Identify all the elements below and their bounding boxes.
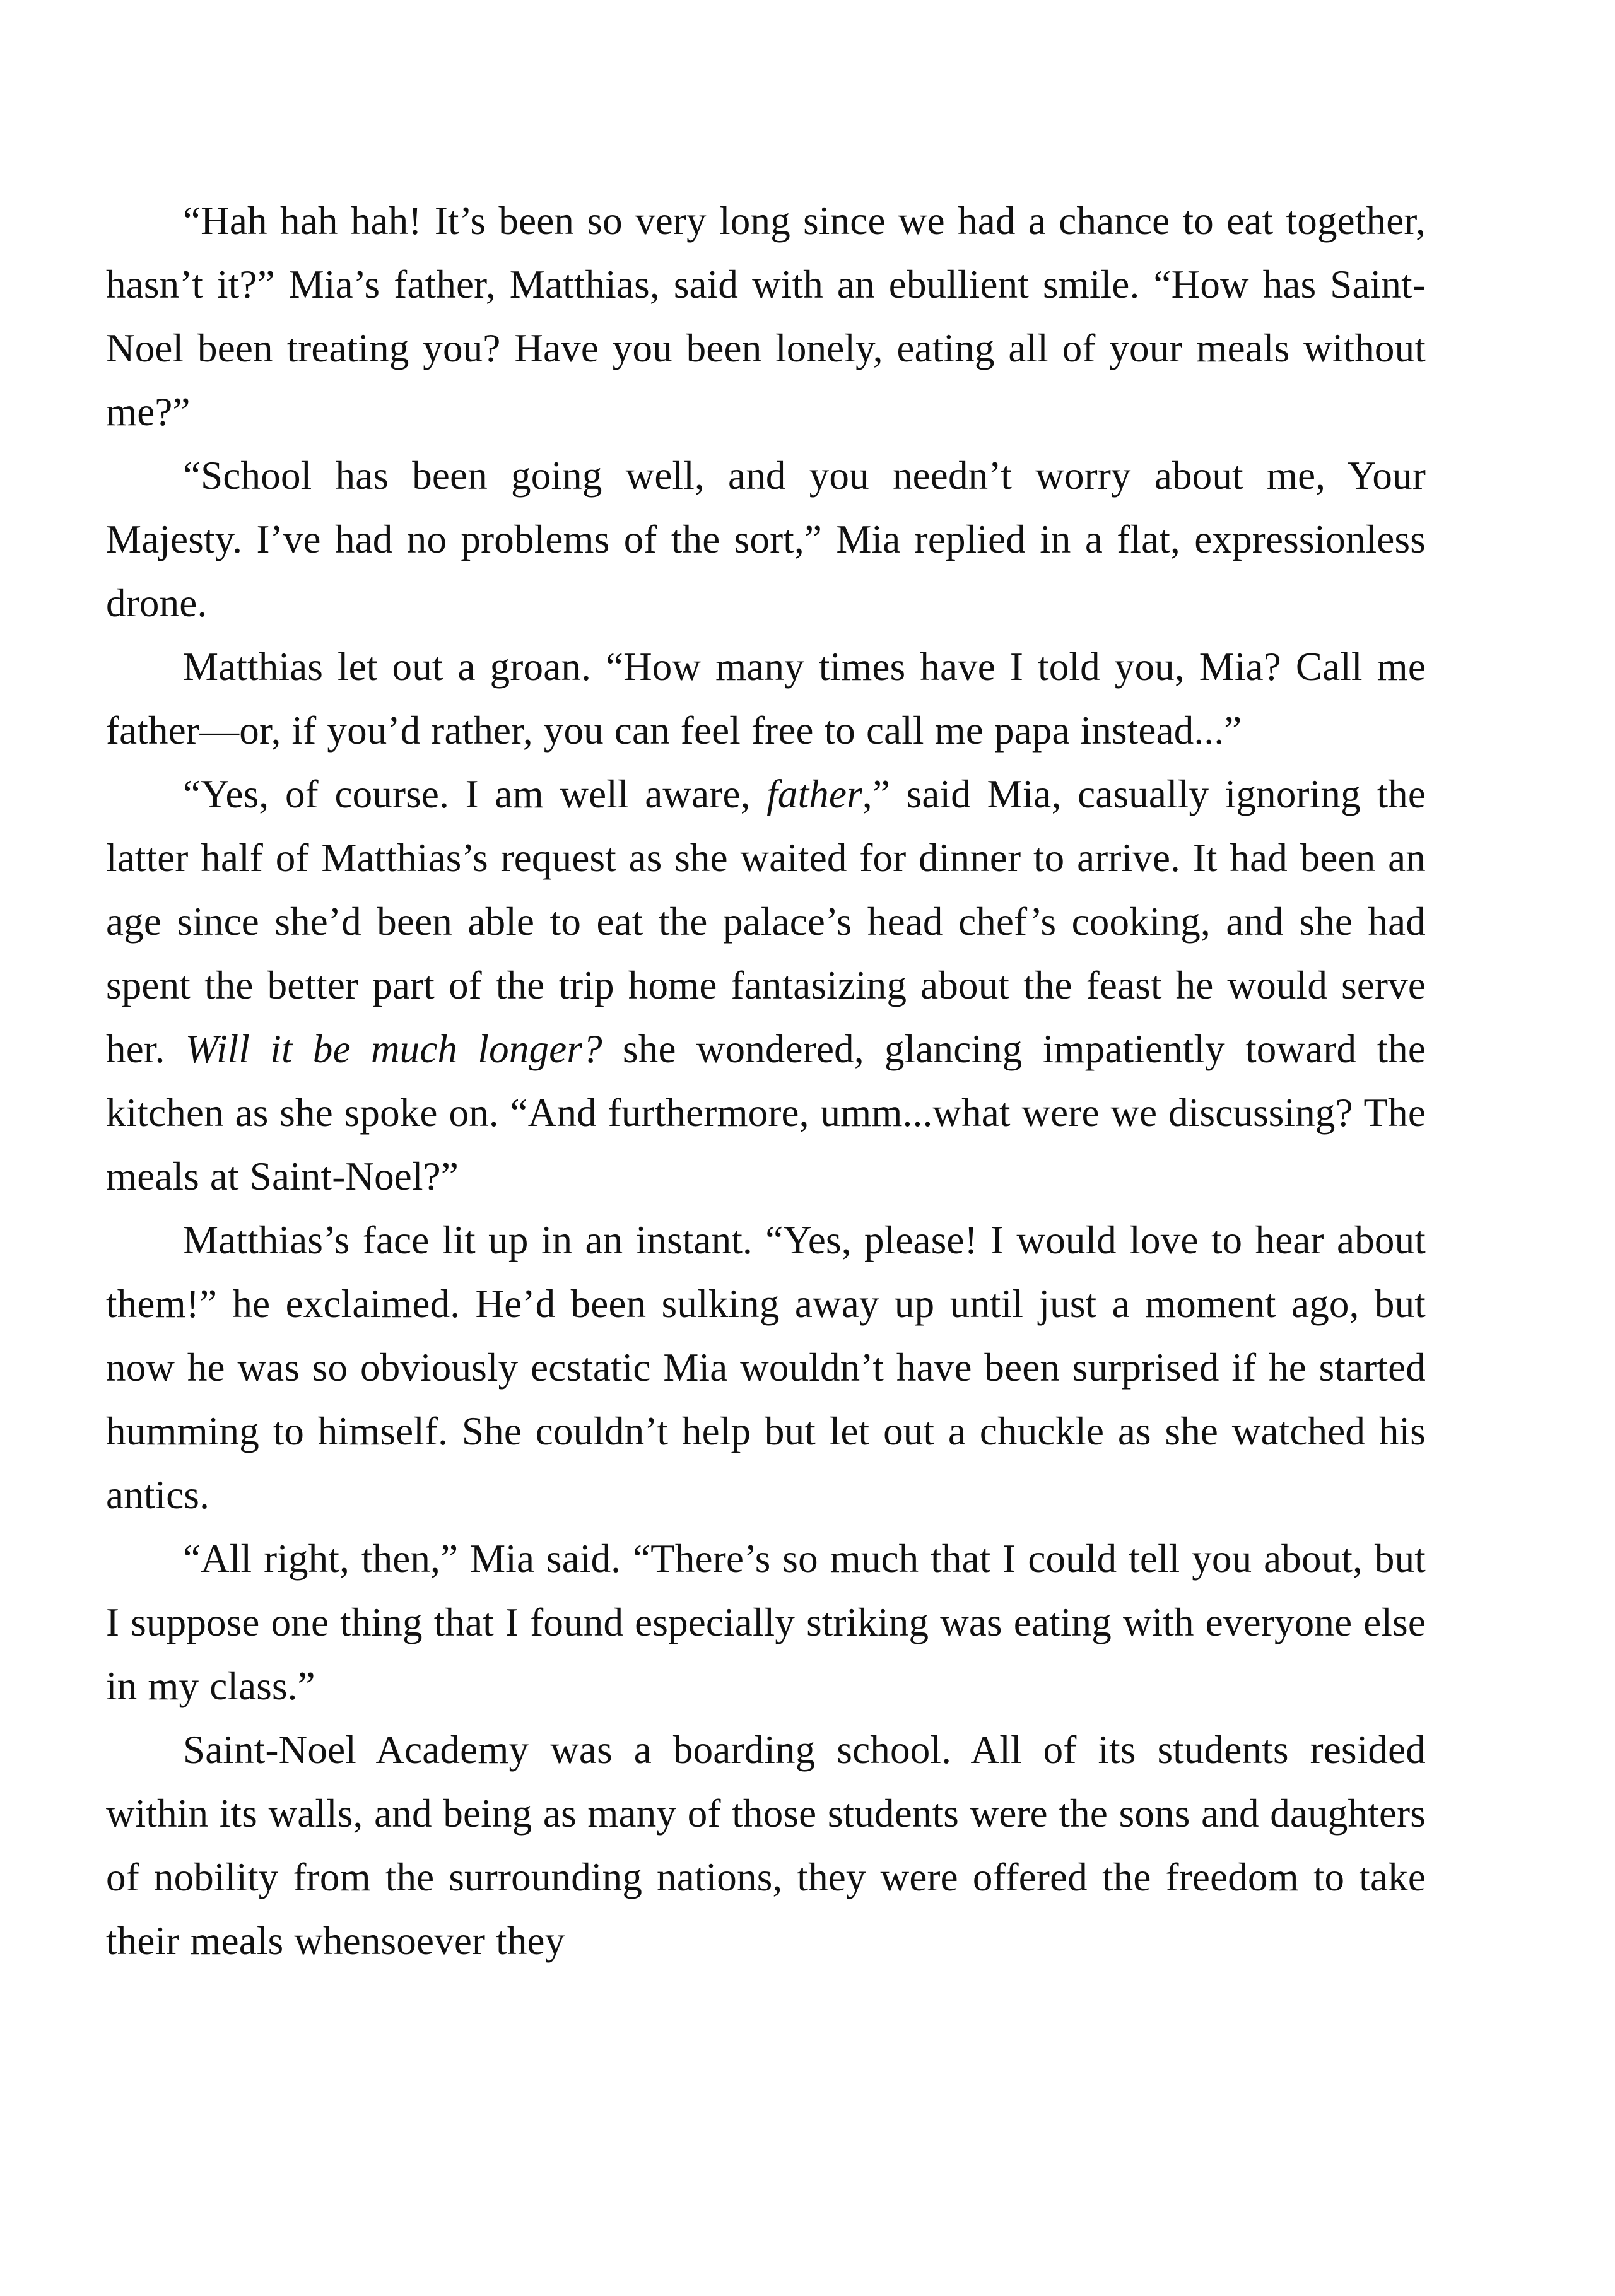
paragraph-6: “All right, then,” Mia said. “There’s so much that I could tell you about, but I suppose one thing that I found especially striking was eating with everyone else in my class.” <box>106 1537 1426 1708</box>
paragraph-1: “Hah hah hah! It’s been so very long since we had a chance to eat together, hasn’t it?” Mia’s father, Matthias, said with an ebullient smile. “How has Saint-Noel been treating you? Have you been lonely, eating all of your meals without me?” <box>106 199 1426 434</box>
paragraph-7: Saint-Noel Academy was a boarding school. All of its students resided within its walls, and being as many of those students were the sons and daughters of nobility from the surrounding nations, they were offered the freedom to take their meals whensoever they <box>106 1728 1426 1963</box>
book-page <box>106 189 1426 1973</box>
paragraph-5: Matthias’s face lit up in an instant. “Yes, please! I would love to hear about them!” he exclaimed. He’d been sulking away up until just a moment ago, but now he was so obviously ecstatic Mia wouldn’t have been surprised if he started humming to himself. She couldn’t help but let out a chuckle as she watched his antics. <box>106 1218 1426 1517</box>
paragraph-2: “School has been going well, and you needn’t worry about me, Your Majesty. I’ve had no problems of the sort,” Mia replied in a flat, expressionless drone. <box>106 454 1426 625</box>
paragraph-3: Matthias let out a groan. “How many times have I told you, Mia? Call me father—or, if you’d rather, you can feel free to call me papa instead...” <box>106 645 1426 753</box>
paragraph-4: “Yes, of course. I am well aware, father,” said Mia, casually ignoring the latter half of Matthias’s request as she waited for dinner to arrive. It had been an age since she’d been able to eat the palace’s head chef’s cooking, and she had spent the better part of the trip home fantasizing about the feast he would serve her. Will it be much longer? she wondered, glancing impatiently toward the kitchen as she spoke on. “And furthermore, umm...what were we discussing? The meals at Saint-Noel?” <box>106 772 1426 1198</box>
